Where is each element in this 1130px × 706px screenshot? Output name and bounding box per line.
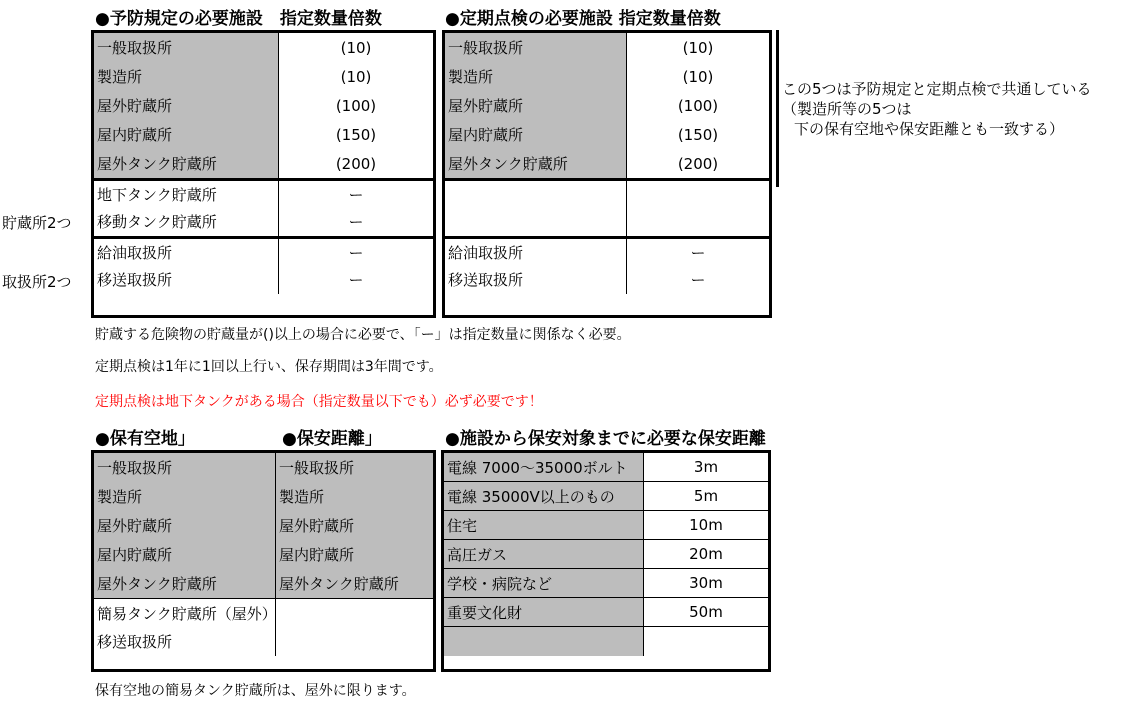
facility-name: 地下タンク貯蔵所 — [94, 181, 279, 207]
multiplier-value: (10) — [340, 67, 372, 86]
facility-name: 屋外タンク貯蔵所 — [94, 149, 279, 178]
multiplier-value: (150) — [335, 125, 377, 144]
target-distance: 3m — [693, 458, 719, 476]
multiplier-value: (150) — [677, 125, 719, 144]
multiplier-value: (10) — [682, 38, 714, 57]
target-name: 住宅 — [444, 511, 644, 539]
facility-name: 屋外タンク貯蔵所 — [445, 149, 627, 178]
facility-name: 一般取扱所 — [94, 33, 279, 62]
multiplier-value: ー — [690, 271, 706, 289]
heading-periodic-inspection: ●定期点検の必要施設 指定数量倍数 — [445, 9, 721, 29]
space-facility: 移送取扱所 — [94, 627, 276, 656]
target-distance: 50m — [689, 603, 723, 621]
note-line1: 貯蔵する危険物の貯蔵量が()以上の場合に必要で、「ー」は指定数量に関係なく必要。 — [95, 327, 631, 343]
multiplier-value: ー — [690, 243, 706, 262]
target-distance: 10m — [689, 516, 723, 534]
facility-name: 屋内貯蔵所 — [445, 120, 627, 149]
space-facility: 製造所 — [94, 482, 276, 511]
facility-name: 移送取扱所 — [445, 265, 627, 294]
distance-targets-table — [441, 450, 771, 672]
heading-holding-space: ●保有空地」 — [95, 429, 195, 449]
multiplier-value: ー — [348, 213, 364, 231]
empty-cell — [444, 627, 644, 656]
target-distance: 20m — [689, 545, 723, 563]
facility-name: 給油取扱所 — [94, 239, 279, 265]
target-distance: 30m — [689, 574, 723, 592]
multiplier-value: (100) — [677, 96, 719, 115]
distance-facility: 製造所 — [276, 482, 433, 511]
common-note — [782, 79, 1092, 139]
facility-name: 製造所 — [445, 62, 627, 91]
multiplier-value: (100) — [335, 96, 377, 115]
multiplier-value: (200) — [335, 154, 377, 173]
note-warning: 定期点検は地下タンクがある場合（指定数量以下でも）必ず必要です！ — [95, 394, 543, 410]
facility-name: 移送取扱所 — [94, 265, 279, 294]
empty-cell — [445, 181, 627, 236]
facility-name: 移動タンク貯蔵所 — [94, 207, 279, 236]
multiplier-value: ー — [348, 185, 364, 204]
distance-facility: 屋外タンク貯蔵所 — [276, 569, 433, 598]
common-note-line3: 下の保有空地や保安距離とも一致する） — [794, 120, 1065, 138]
target-name: 重要文化財 — [444, 598, 644, 626]
note-line2: 定期点検は1年に1回以上行い、保存期間は3年間です。 — [95, 359, 443, 375]
side-label-handling: 取扱所2つ — [2, 273, 72, 291]
distance-facility: 屋内貯蔵所 — [276, 540, 433, 569]
distance-facility: 一般取扱所 — [276, 453, 433, 482]
empty-cell — [627, 181, 769, 236]
distance-facility: 屋外貯蔵所 — [276, 511, 433, 540]
periodic-inspection-table — [442, 30, 772, 318]
space-facility: 簡易タンク貯蔵所（屋外） — [94, 599, 276, 627]
multiplier-value: ー — [348, 271, 364, 289]
target-distance: 5m — [693, 487, 719, 505]
footer-note: 保有空地の簡易タンク貯蔵所は、屋外に限ります。 — [95, 683, 416, 699]
facility-name: 製造所 — [94, 62, 279, 91]
space-distance-table — [91, 450, 436, 672]
multiplier-value: (10) — [340, 38, 372, 57]
empty-cell — [644, 627, 768, 656]
facility-name: 屋外貯蔵所 — [94, 91, 279, 120]
facility-name: 屋内貯蔵所 — [94, 120, 279, 149]
common-note-line2: （製造所等の5つは — [782, 100, 912, 118]
facility-name: 一般取扱所 — [445, 33, 627, 62]
target-name: 高圧ガス — [444, 540, 644, 568]
facility-name: 屋外貯蔵所 — [445, 91, 627, 120]
distance-facility — [276, 627, 433, 656]
distance-facility — [276, 599, 433, 627]
target-name: 学校・病院など — [444, 569, 644, 597]
prevention-rules-table — [91, 30, 436, 318]
target-name: 電線 35000V以上のもの — [444, 482, 644, 510]
multiplier-value: (10) — [682, 67, 714, 86]
bracket-line — [776, 30, 779, 187]
space-facility: 一般取扱所 — [94, 453, 276, 482]
space-facility: 屋外タンク貯蔵所 — [94, 569, 276, 598]
heading-safety-distance: ●保安距離」 — [282, 429, 382, 449]
heading-distance-targets: ●施設から保安対象までに必要な保安距離 — [445, 429, 766, 449]
space-facility: 屋内貯蔵所 — [94, 540, 276, 569]
space-facility: 屋外貯蔵所 — [94, 511, 276, 540]
common-note-line1: この5つは予防規定と定期点検で共通している — [782, 80, 1092, 98]
heading-prevention-rules: ●予防規定の必要施設 指定数量倍数 — [95, 9, 382, 29]
side-label-storage: 貯蔵所2つ — [2, 214, 72, 232]
multiplier-value: ー — [348, 243, 364, 262]
facility-name: 給油取扱所 — [445, 239, 627, 265]
multiplier-value: (200) — [677, 154, 719, 173]
target-name: 電線 7000～35000ボルト — [444, 453, 644, 481]
